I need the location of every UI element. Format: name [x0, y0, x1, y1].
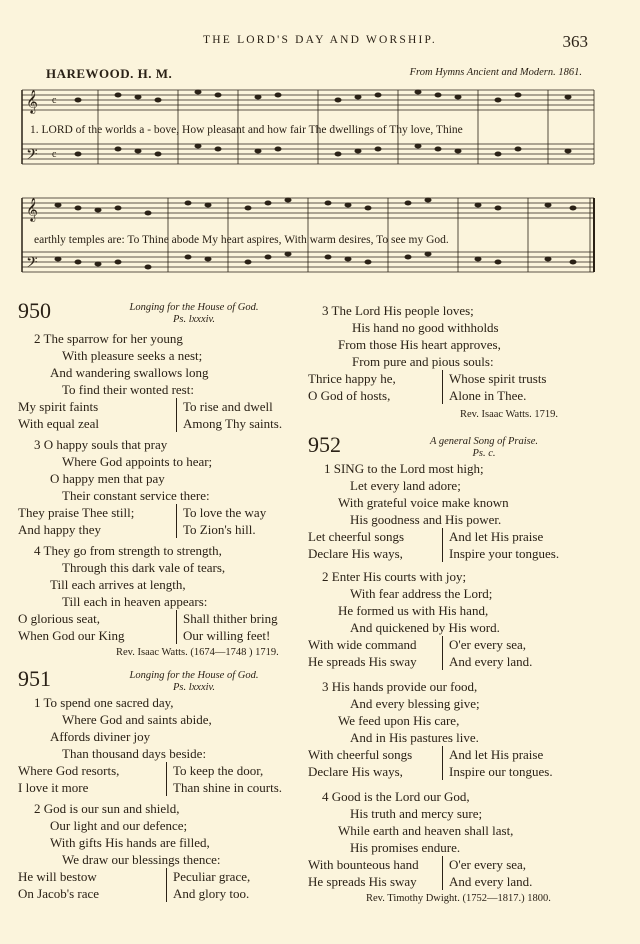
verse-columns: Thrice happy he, Whose spirit trusts O God of hosts, Alone in Thee.: [308, 371, 547, 403]
verse-line: With pleasure seeks a nest;: [62, 348, 203, 363]
verse-line: 3 O happy souls that pray: [34, 437, 168, 452]
verse-line: 4 They go from strength to strength,: [34, 543, 222, 558]
verse-columns: They praise Thee still; To love the way And happy they To Zion's hill.: [18, 505, 267, 537]
attribution: Rev. Isaac Watts. (1674—1748 ) 1719.: [116, 647, 279, 658]
lyric-line-1: 1. LORD of the worlds a - bove, How pleasant and how fair The dwellings of Thy love, Thine: [30, 124, 463, 136]
running-title: THE LORD'S DAY AND WORSHIP.: [203, 34, 437, 46]
verse-line: 2 God is our sun and shield,: [34, 801, 180, 816]
verse-line: Till each in heaven appears:: [62, 594, 208, 609]
verse-line: His promises endure.: [350, 840, 461, 855]
verse-line: We feed upon His care,: [338, 713, 460, 728]
tune-name: HAREWOOD. H. M.: [46, 66, 173, 81]
verse-line: Till each arrives at length,: [50, 577, 186, 592]
lyric-line-2: earthly temples are: To Thine abode My heart aspires, With warm desires, To see my God.: [34, 234, 449, 246]
verse-columns: O glorious seat, Shall thither bring When God our King Our willing feet!: [18, 611, 278, 643]
verse-line: We draw our blessings thence:: [62, 852, 221, 867]
verse-line: Where God and saints abide,: [62, 712, 212, 727]
svg-text:𝄢: 𝄢: [26, 146, 38, 166]
verse-line: To find their wonted rest:: [62, 382, 194, 397]
verse-line: And wandering swallows long: [50, 365, 209, 380]
verse-line: 3 The Lord His people loves;: [322, 303, 474, 318]
verse-line: And every blessing give;: [350, 696, 480, 711]
verse-line: And in His pastures live.: [350, 730, 479, 745]
verse-line: With grateful voice make known: [338, 495, 509, 510]
verse-line: Their constant service there:: [62, 488, 210, 503]
verse-columns: With wide command O'er every sea, He spreads His sway And every land.: [308, 637, 533, 669]
verse-line: And quickened by His word.: [350, 620, 500, 635]
verse-line: Our light and our defence;: [50, 818, 188, 833]
hymn-number: 950: [18, 298, 51, 323]
verse-line: 2 Enter His courts with joy;: [322, 569, 467, 584]
verse-line: 4 Good is the Lord our God,: [322, 789, 470, 804]
verse-line: While earth and heaven shall last,: [338, 823, 514, 838]
verse-line: Where God appoints to hear;: [62, 454, 213, 469]
svg-text:𝄢: 𝄢: [26, 254, 38, 274]
attribution: Rev. Timothy Dwight. (1752—1817.) 1800.: [366, 893, 551, 904]
verse-line: 3 His hands provide our food,: [322, 679, 478, 694]
verse-line: Affords diviner joy: [50, 729, 151, 744]
verse-line: From those His heart approves,: [338, 337, 501, 352]
svg-text:c: c: [52, 95, 57, 106]
hymn-heading: Longing for the House of God. Ps. lxxxiv.: [129, 670, 259, 693]
verse-columns: Let cheerful songs And let His praise Declare His ways, Inspire your tongues.: [308, 529, 560, 561]
verse-columns: With bounteous hand O'er every sea, He spreads His sway And every land.: [308, 857, 533, 889]
hymn-heading: A general Song of Praise. Ps. c.: [429, 436, 538, 459]
verse-columns: My spirit faints To rise and dwell With equal zeal Among Thy saints.: [18, 399, 283, 431]
hymn-number: 951: [18, 666, 51, 691]
svg-text:𝄞: 𝄞: [26, 199, 38, 221]
svg-text:c: c: [52, 149, 57, 160]
verse-columns: He will bestow Peculiar grace, On Jacob's race And glory too.: [18, 869, 251, 901]
verse-line: With fear address the Lord;: [350, 586, 493, 601]
verse-line: His truth and mercy sure;: [350, 806, 483, 821]
verse-line: 1 To spend one sacred day,: [34, 695, 174, 710]
verse-line: He formed us with His hand,: [338, 603, 489, 618]
verse-line: From pure and pious souls:: [352, 354, 494, 369]
svg-text:𝄞: 𝄞: [26, 91, 38, 113]
verse-line: His hand no good withholds: [352, 320, 499, 335]
tune-source: From Hymns Ancient and Modern. 1861.: [409, 67, 582, 78]
verse-line: Let every land adore;: [350, 478, 461, 493]
verse-line: With gifts His hands are filled,: [50, 835, 210, 850]
page-number: 363: [562, 32, 588, 51]
verse-columns: Where God resorts, To keep the door, I love it more Than shine in courts.: [18, 763, 283, 795]
verse-columns: With cheerful songs And let His praise Declare His ways, Inspire our tongues.: [308, 747, 553, 779]
verse-line: 1 SING to the Lord most high;: [324, 461, 484, 476]
verse-line: Than thousand days beside:: [62, 746, 207, 761]
verse-line: His goodness and His power.: [350, 512, 502, 527]
verse-line: O happy men that pay: [50, 471, 165, 486]
hymn-number: 952: [308, 432, 341, 457]
verse-line: 2 The sparrow for her young: [34, 331, 183, 346]
hymn-heading: Longing for the House of God. Ps. lxxxiv.: [129, 302, 259, 325]
verse-line: Through this dark vale of tears,: [62, 560, 226, 575]
attribution: Rev. Isaac Watts. 1719.: [460, 409, 559, 420]
